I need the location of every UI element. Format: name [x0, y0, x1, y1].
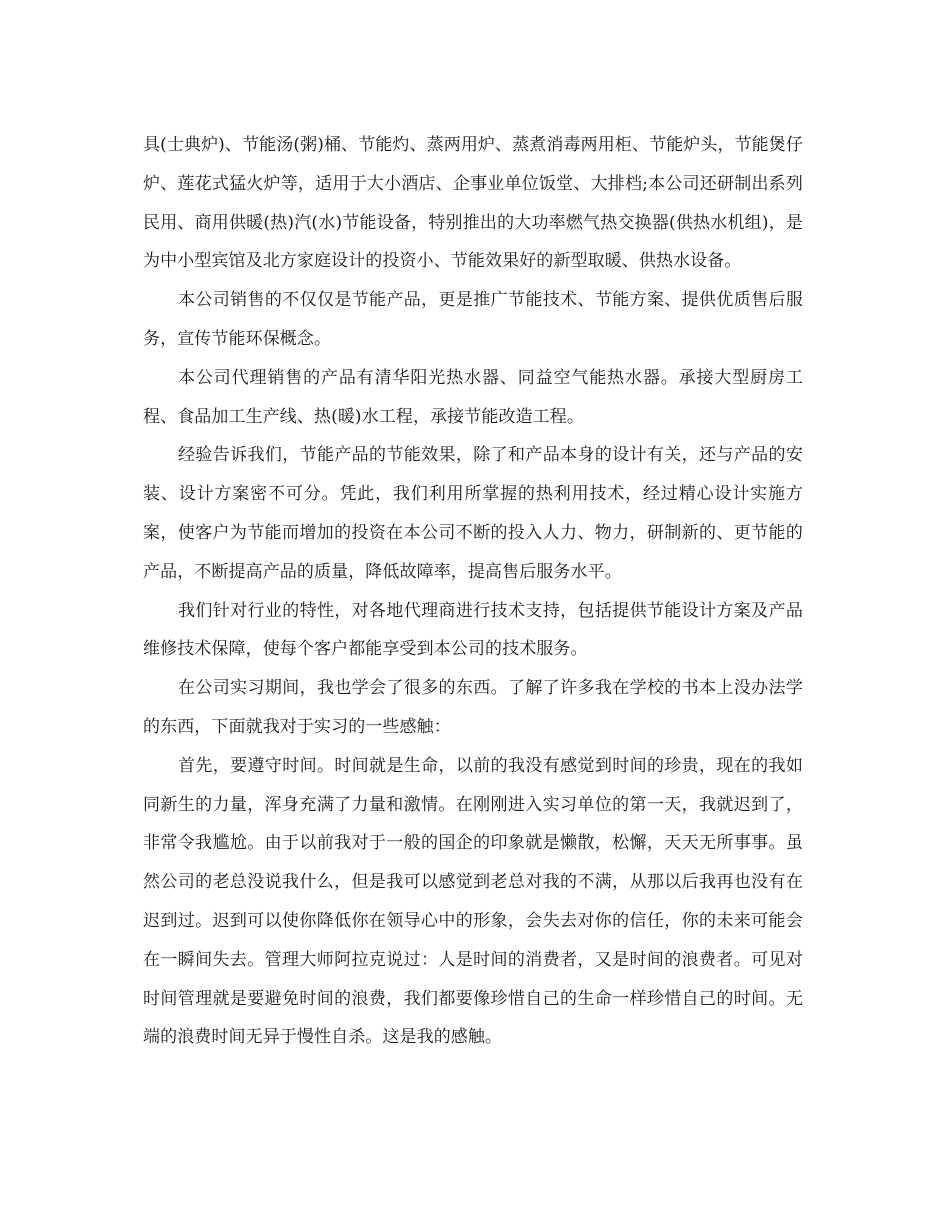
paragraph-1: 具(士典炉)、节能汤(粥)桶、节能灼、蒸两用炉、蒸煮消毒两用柜、节能炉头，节能煲仔炉、莲花式猛火炉等，适用于大小酒店、企事业单位饭堂、大排档;本公司还研制出系列民用、商用供暖(热)汽(水)节能设备，特别推出的大功率燃气热交换器(供热水机组)，是为中小型宾馆及北方家庭设计的投资小、节能效果好的新型取暖、供热水设备。 [143, 135, 803, 272]
paragraph-6: 在公司实习期间，我也学会了很多的东西。了解了许多我在学校的书本上没办法学的东西，下面就我对于实习的一些感触： [143, 678, 803, 737]
paragraph-3: 本公司代理销售的产品有清华阳光热水器、同益空气能热水器。承接大型厨房工程、食品加工生产线、热(暖)水工程，承接节能改造工程。 [143, 367, 803, 427]
paragraph-5: 我们针对行业的特性，对各地代理商进行技术支持，包括提供节能设计方案及产品维修技术保障，使每个客户都能享受到本公司的技术服务。 [143, 600, 803, 660]
document-body [143, 126, 803, 1057]
paragraph-4: 经验告诉我们，节能产品的节能效果，除了和产品本身的设计有关，还与产品的安装、设计方案密不可分。凭此，我们利用所掌握的热利用技术，经过精心设计实施方案，使客户为节能而增加的投资在本公司不断的投入人力、物力，研制新的、更节能的产品，不断提高产品的质量，降低故障率，提高售后服务水平。 [143, 445, 803, 582]
paragraph-7: 首先，要遵守时间。时间就是生命，以前的我没有感觉到时间的珍贵，现在的我如同新生的力量，浑身充满了力量和激情。在刚刚进入实习单位的第一天，我就迟到了，非常令我尴尬。由于以前我对于一般的国企的印象就是懒散，松懈，天天无所事事。虽然公司的老总没说我什么，但是我可以感觉到老总对我的不满，从那以后我再也没有在迟到过。迟到可以使你降低你在领导心中的形象，会失去对你的信任，你的未来可能会在一瞬间失去。管理大师阿拉克说过：人是时间的消费者，又是时间的浪费者。可见对时间管理就是要避免时间的浪费，我们都要像珍惜自己的生命一样珍惜自己的时间。无端的浪费时间无异于慢性自杀。这是我的感触。 [143, 755, 803, 1048]
paragraph-2: 本公司销售的不仅仅是节能产品，更是推广节能技术、节能方案、提供优质售后服务，宣传节能环保概念。 [143, 290, 803, 349]
